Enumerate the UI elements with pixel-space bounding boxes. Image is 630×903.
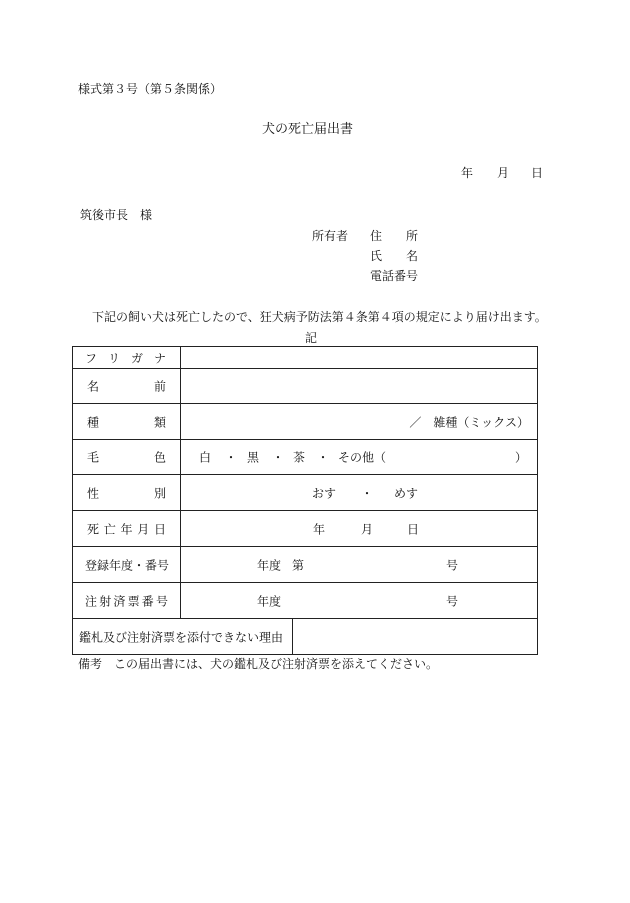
injection-go: 号 xyxy=(446,594,459,608)
injection-char: 番 xyxy=(141,594,154,608)
label-death-date xyxy=(73,511,181,547)
coat-field[interactable] xyxy=(181,440,538,475)
ki-label: 記 xyxy=(305,331,318,345)
label-sex xyxy=(73,475,181,511)
reason-field[interactable] xyxy=(293,619,538,655)
coat-brown[interactable]: 茶 xyxy=(293,450,306,465)
label-reason xyxy=(73,619,293,655)
death-date-field[interactable] xyxy=(181,511,538,547)
injection-char: 済 xyxy=(113,594,126,608)
name-char: 名 xyxy=(87,379,100,394)
label-name xyxy=(73,369,181,404)
registration-dai: 第 xyxy=(292,558,305,572)
date-year: 年 xyxy=(461,166,474,180)
row-registration xyxy=(73,547,538,583)
death-day: 日 xyxy=(407,522,420,536)
coat-char: 毛 xyxy=(87,450,100,465)
statement: 下記の飼い犬は死亡したので、狂犬病予防法第４条第４項の規定により届け出ます。 xyxy=(92,310,547,324)
owner-label: 所有者 xyxy=(312,229,349,243)
row-sex xyxy=(73,475,538,511)
remarks: 備考 この届出書には、犬の鑑札及び注射済票を添えてください。 xyxy=(78,657,439,671)
death-date-char: 死 xyxy=(87,522,100,536)
label-coat xyxy=(73,440,181,475)
furigana-field[interactable] xyxy=(181,347,538,369)
coat-dot: ・ xyxy=(272,450,285,465)
addressee: 筑後市長 様 xyxy=(80,208,153,222)
sex-field[interactable] xyxy=(181,475,538,511)
row-death-date xyxy=(73,511,538,547)
label-registration xyxy=(73,547,181,583)
coat-char: 色 xyxy=(153,450,166,465)
name-field[interactable] xyxy=(181,369,538,404)
sex-char: 性 xyxy=(87,486,100,500)
coat-white[interactable]: 白 xyxy=(199,450,212,465)
furigana-char: ガ xyxy=(130,351,143,365)
furigana-char: フ xyxy=(85,351,98,365)
row-breed xyxy=(73,404,538,440)
furigana-char: リ xyxy=(107,351,120,365)
reason-label: 鑑札及び注射済票を添付できない理由 xyxy=(79,630,284,644)
injection-char: 票 xyxy=(127,594,140,608)
row-coat xyxy=(73,440,538,475)
row-reason xyxy=(73,619,538,655)
label-injection xyxy=(73,583,181,619)
breed-char: 種 xyxy=(87,415,100,429)
injection-char: 号 xyxy=(155,594,168,608)
breed-char: 類 xyxy=(153,415,166,429)
death-date-char: 年 xyxy=(120,522,133,536)
page-title: 犬の死亡届出書 xyxy=(262,122,354,137)
form-table xyxy=(72,346,538,655)
registration-label: 登録年度・番号 xyxy=(85,558,170,572)
owner-address-label: 住 所 xyxy=(370,229,419,243)
date-month: 月 xyxy=(497,166,510,180)
death-date-char: 亡 xyxy=(103,522,116,536)
furigana-char: ナ xyxy=(153,351,166,365)
injection-nendo: 年度 xyxy=(257,594,282,608)
sex-male[interactable]: おす xyxy=(312,486,337,500)
row-furigana xyxy=(73,347,538,369)
breed-field[interactable] xyxy=(181,404,538,440)
coat-other-close: ） xyxy=(514,450,527,465)
injection-field[interactable] xyxy=(181,583,538,619)
registration-nendo: 年度 xyxy=(257,558,282,572)
death-year: 年 xyxy=(313,522,326,536)
sex-dot: ・ xyxy=(361,486,374,500)
label-furigana xyxy=(73,347,181,369)
name-char: 前 xyxy=(153,379,166,394)
label-breed xyxy=(73,404,181,440)
form-number: 様式第３号（第５条関係） xyxy=(78,82,223,96)
breed-value: ／ 雑種（ミックス） xyxy=(409,415,529,429)
sex-char: 別 xyxy=(153,486,166,500)
death-month: 月 xyxy=(361,522,374,536)
date-day: 日 xyxy=(531,166,544,180)
sex-female[interactable]: めす xyxy=(394,486,419,500)
registration-go: 号 xyxy=(446,558,459,572)
injection-char: 注 xyxy=(85,594,98,608)
registration-field[interactable] xyxy=(181,547,538,583)
row-name xyxy=(73,369,538,404)
coat-dot: ・ xyxy=(225,450,238,465)
injection-char: 射 xyxy=(99,594,112,608)
coat-black[interactable]: 黒 xyxy=(247,450,260,465)
owner-phone-label: 電話番号 xyxy=(370,269,419,283)
row-injection xyxy=(73,583,538,619)
coat-other[interactable]: その他（ xyxy=(338,450,387,465)
owner-name-label: 氏 名 xyxy=(370,249,419,263)
death-date-char: 月 xyxy=(137,522,150,536)
coat-dot: ・ xyxy=(317,450,330,465)
death-date-char: 日 xyxy=(153,522,166,536)
